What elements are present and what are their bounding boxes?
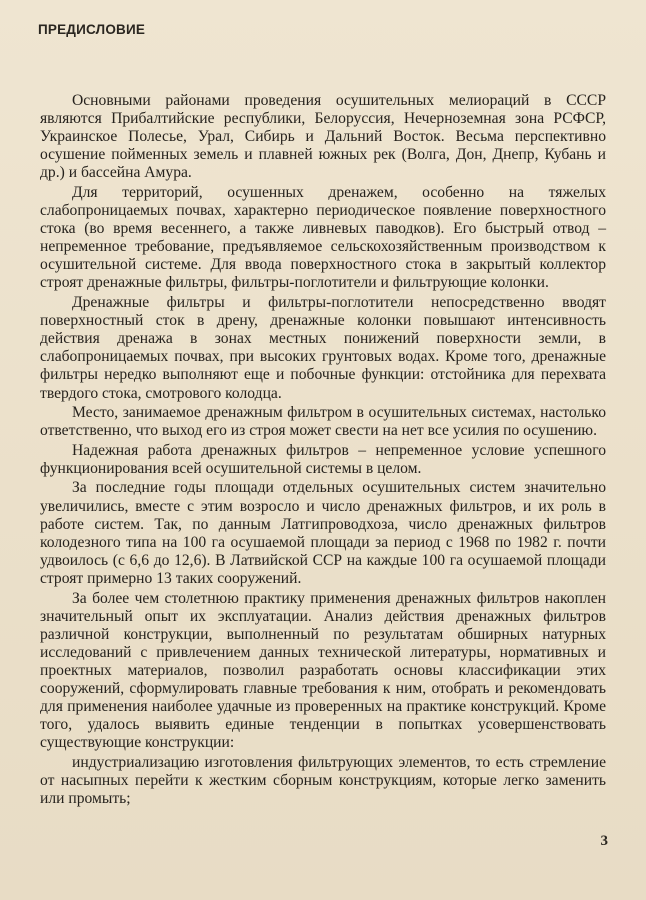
paragraph: Место, занимаемое дренажным фильтром в осушительных системах, настолько ответственно, что выход его из строя может свести на нет все усилия по осушению. — [40, 404, 606, 440]
paragraph: Основными районами проведения осушительных мелиораций в СССР являются Прибалтийские республики, Белоруссия, Нечерноземная зона РСФСР, Украинское Полесье, Урал, Сибирь и Дальний Восток. Весьма перспективно осушение пойменных земель и плавней южных рек (Волга, Дон, Днепр, Кубань и др.) и бассейна Амура. — [40, 92, 606, 182]
paragraph: Дренажные фильтры и фильтры-поглотители непосредственно вводят поверхностный сток в дрену, дренажные колонки повышают интенсивность действия дренажа в зонах местных понижений поверхности земли, в слабопроницаемых почвах, при высоких грунтовых водах. Кроме того, дренажные фильтры нередко выполняют еще и побочные функции: отстойника для перехвата твердого стока, смотрового колодца. — [40, 294, 606, 402]
paragraph: За более чем столетнюю практику применения дренажных фильтров накоплен значительный опыт их эксплуатации. Анализ действия дренажных фильтров различной конструкции, выполненный по результатам обширных натурных исследований с привлечением данных технической литературы, нормативных и проектных материалов, позволил разработать основы классификации этих сооружений, сформулировать главные требования к ним, отобрать и рекомендовать для применения наиболее удачные из проверенных на практике конструкций. Кроме того, удалось выявить единые тенденции в попытках усовершенствовать существующие конструкции: — [40, 589, 606, 752]
paragraph: Для территорий, осушенных дренажем, особенно на тяжелых слабопроницаемых почвах, характерно периодическое появление поверхностного стока (во время весеннего, а также ливневых паводков). Его быстрый отвод – непременное требование, предъявляемое сельскохозяйственным производством к осушительной системе. Для ввода поверхностного стока в закрытый коллектор строят дренажные фильтры, фильтры-поглотители и фильтрующие колонки. — [40, 183, 606, 292]
running-head: ПРЕДИСЛОВИЕ — [38, 22, 146, 37]
paragraph: Надежная работа дренажных фильтров – непременное условие успешного функционирования всей осушительной системы в целом. — [40, 441, 606, 477]
paragraph: индустриализацию изготовления фильтрующих элементов, то есть стремление от насыпных перейти к жестким сборным конструкциям, которые легко заменить или промыть; — [40, 753, 606, 808]
page-number: 3 — [600, 833, 608, 849]
body-text — [40, 92, 606, 810]
paragraph: За последние годы площади отдельных осушительных систем значительно увеличились, вместе с этим возросло и число дренажных фильтров, и их роль в работе систем. Так, по данным Латгипроводхоза, число дренажных фильтров колодезного типа на 100 га осушаемой площади за период с 1968 по 1982 г. почти удвоилось (с 6,6 до 12,6). В Латвийской ССР на каждые 100 га осушаемой площади строят примерно 13 таких сооружений. — [40, 479, 606, 587]
